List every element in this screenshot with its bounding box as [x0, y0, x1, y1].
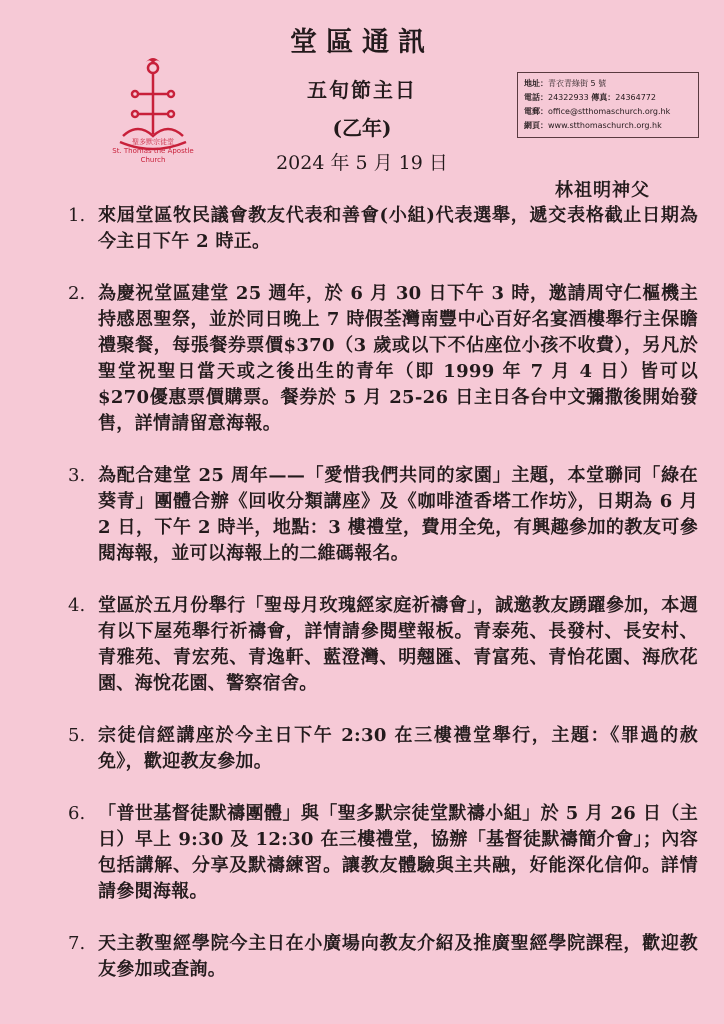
address-row — [524, 77, 692, 91]
item-text: 天主教聖經學院今主日在小廣場向教友介紹及推廣聖經學院課程，歡迎教友參加或查詢。 — [98, 933, 698, 980]
phone-label: 電話： — [524, 93, 548, 102]
announcement-item — [68, 801, 698, 905]
item-text: 宗徒信經講座於今主日下午 2:30 在三樓禮堂舉行，主題：《罪過的赦免》，歡迎教友參加。 — [98, 725, 698, 772]
church-logo-text — [104, 138, 202, 165]
announcement-item — [68, 931, 698, 983]
fax-value: 24364772 — [615, 93, 656, 102]
address-value: 青衣青綠街 5 號 — [548, 79, 607, 88]
item-text: 堂區於五月份舉行「聖母月玫瑰經家庭祈禱會」，誠邀教友踴躍參加，本週有以下屋苑舉行祈禱會，詳情請參閱壁報板。青泰苑、長發村、長安村、青雅苑、青宏苑、青逸軒、藍澄灣、明翹匯、青富苑、青怡花園、海欣花園、海悅花園、警察宿舍。 — [98, 595, 698, 694]
email-link[interactable]: office@stthomaschurch.org.hk — [548, 107, 671, 116]
announcement-item — [68, 463, 698, 567]
web-label: 網頁： — [524, 121, 548, 130]
announcement-item — [68, 281, 698, 437]
logo-english-name: St. Thomas the Apostle Church — [112, 147, 194, 164]
item-number: 6. — [68, 803, 86, 824]
item-number: 4. — [68, 595, 86, 616]
web-row — [524, 119, 692, 133]
item-text: 為配合建堂 25 周年——「愛惜我們共同的家園」主題，本堂聯同「綠在葵青」團體合辦《回收分類講座》及《咖啡渣香塔工作坊》，日期為 6 月 2 日，下午 2 時半，地點：3 樓禮堂，費用全免，有興趣參加的教友可參閱海報，並可以海報上的二維碼報名。 — [98, 465, 698, 564]
announcement-list — [68, 203, 698, 1009]
email-row — [524, 105, 692, 119]
issue-date: 2024 年 5 月 19 日 — [276, 152, 448, 174]
liturgical-day: 五旬節主日 — [307, 78, 417, 102]
item-number: 5. — [68, 725, 86, 746]
item-number: 3. — [68, 465, 86, 486]
item-text: 「普世基督徒默禱團體」與「聖多默宗徒堂默禱小組」於 5 月 26 日（主日）早上 9:30 及 12:30 在三樓禮堂，協辦「基督徒默禱簡介會」；內容包括講解、分享及默禱練習。讓教友體驗與主共融，好能深化信仰。詳情請參閱海報。 — [98, 803, 698, 902]
item-text: 來屆堂區牧民議會教友代表和善會(小組)代表選舉，遞交表格截止日期為今主日下午 2 時正。 — [98, 205, 698, 252]
address-label: 地址： — [524, 79, 548, 88]
item-number: 1. — [68, 205, 86, 226]
fax-label: 傳真： — [591, 93, 616, 102]
contact-box — [517, 72, 699, 138]
item-number: 7. — [68, 933, 86, 954]
announcement-item — [68, 203, 698, 255]
priest-name: 林祖明神父 — [555, 180, 650, 201]
phone-value: 24322933 — [548, 93, 589, 102]
announcement-item — [68, 593, 698, 697]
announcement-item — [68, 723, 698, 775]
liturgical-year: (乙年) — [332, 116, 392, 140]
phone-row — [524, 91, 692, 105]
website-link[interactable]: www.stthomaschurch.org.hk — [548, 121, 662, 130]
item-number: 2. — [68, 283, 86, 304]
item-text: 為慶祝堂區建堂 25 週年，於 6 月 30 日下午 3 時，邀請周守仁樞機主持感恩聖祭，並於同日晚上 7 時假荃灣南豐中心百好名宴酒樓舉行主保瞻禮聚餐，每張餐券票價$370（3 歲或以下不佔座位小孩不收費），另凡於聖堂祝聖日當天或之後出生的青年（即 1999 年 7 月 4 日）皆可以$270優惠票價購票。餐券於 5 月 25-26 日主日各台中文彌撒後開始發售，詳情請留意海報。 — [98, 283, 698, 434]
email-label: 電郵： — [524, 107, 548, 116]
page-title: 堂區通訊 — [290, 27, 434, 58]
logo-chinese-name: 聖多默宗徒堂 — [132, 138, 174, 146]
